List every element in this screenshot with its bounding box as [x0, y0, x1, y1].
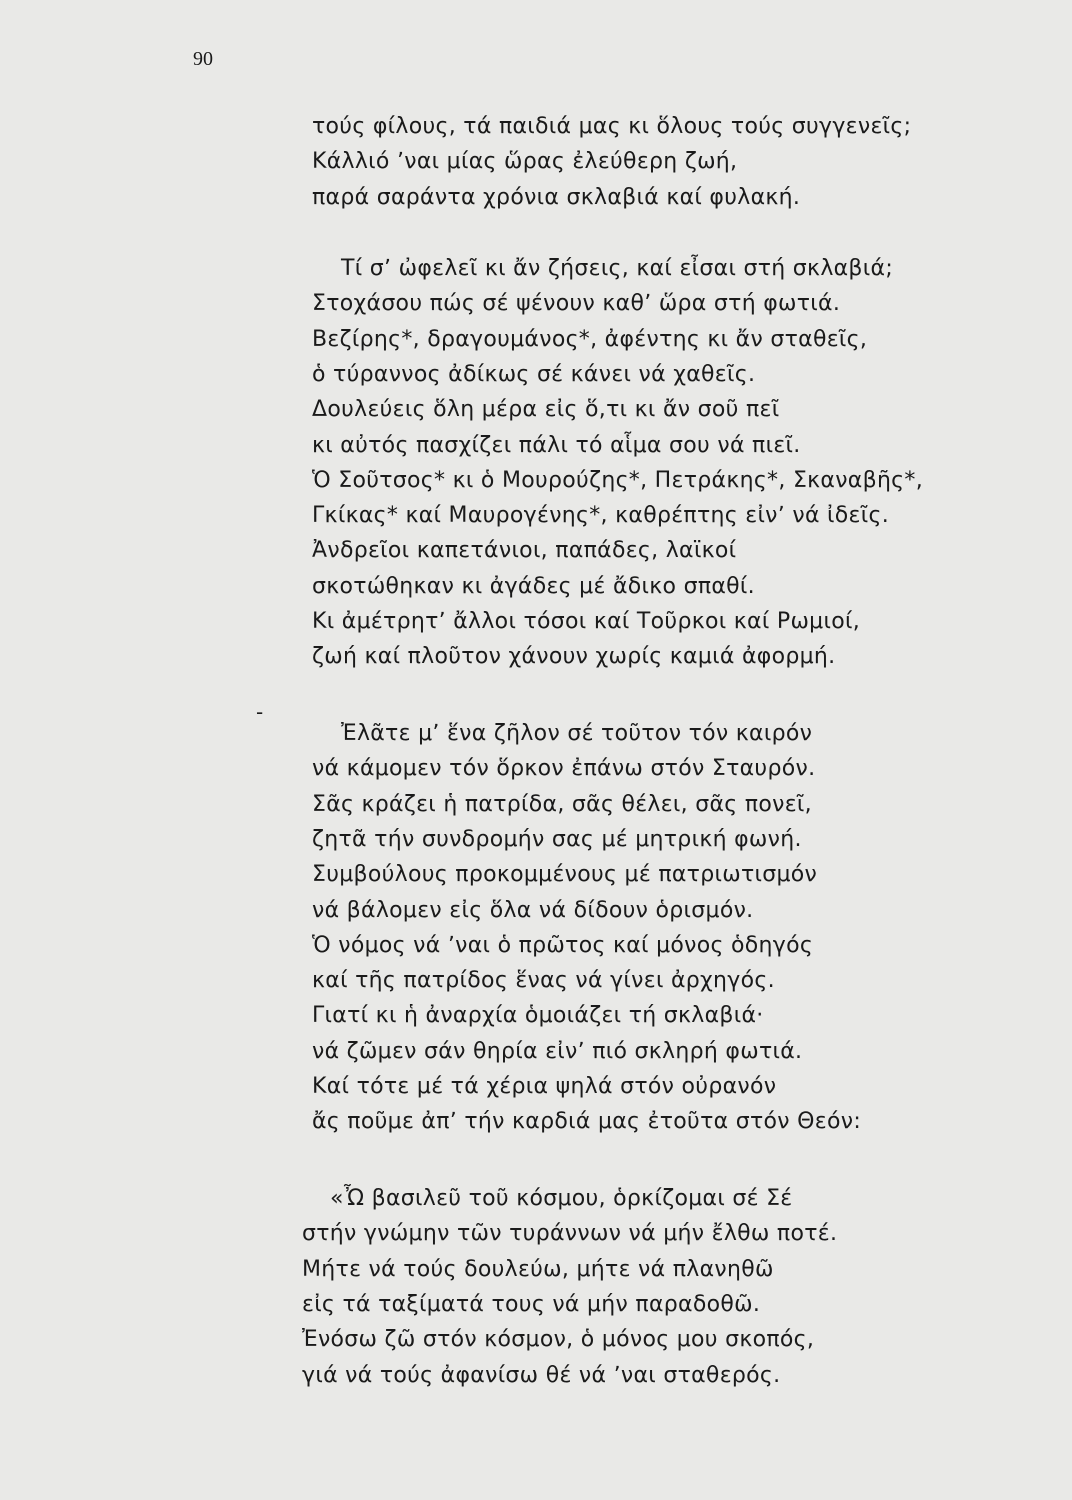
verse-line: Ὁ νόμος νά ʼναι ὁ πρῶτος καί μόνος ὁδηγός [312, 932, 814, 958]
verse-line: παρά σαράντα χρόνια σκλαβιά καί φυλακή. [312, 184, 801, 210]
verse-line: νά βάλομεν εἰς ὅλα νά δίδουν ὁρισμόν. [312, 897, 754, 923]
verse-line: Γιατί κι ἡ ἀναρχία ὁμοιάζει τή σκλαβιά· [312, 1003, 764, 1029]
verse-line: «Ὦ βασιλεῦ τοῦ κόσμου, ὁρκίζομαι σέ Σέ [330, 1186, 793, 1211]
verse-line: Δουλεύεις ὅλη μέρα εἰς ὅ,τι κι ἄν σοῦ πεῖ [312, 397, 780, 423]
verse-line: ζωή καί πλοῦτον χάνουν χωρίς καμιά ἀφορμή. [312, 644, 836, 670]
verse-line: στήν γνώμην τῶν τυράννων νά μήν ἔλθω ποτέ. [302, 1221, 838, 1247]
verse-line: Σᾶς κράζει ἡ πατρίδα, σᾶς θέλει, σᾶς πονεῖ, [312, 791, 812, 817]
verse-line: νά κάμομεν τόν ὅρκον ἐπάνω στόν Σταυρόν. [312, 756, 816, 782]
verse-line: καί τῆς πατρίδος ἕνας νά γίνει ἀρχηγός. [312, 968, 775, 994]
verse-line: Ἐλᾶτε μʼ ἕνα ζῆλον σέ τοῦτον τόν καιρόν [341, 721, 813, 746]
verse-line: ζητᾶ τήν συνδρομήν σας μέ μητρική φωνή. [312, 826, 802, 852]
verse-line: Βεζίρης*, δραγουμάνος*, ἀφέντης κι ἄν σταθεῖς, [312, 326, 868, 352]
verse-line: Ὁ Σοῦτσος* κι ὁ Μουρούζης*, Πετράκης*, Σκαναβῆς*, [312, 467, 923, 493]
verse-line: Μήτε νά τούς δουλεύω, μήτε νά πλανηθῶ [302, 1256, 774, 1282]
verse-line: εἰς τά ταξίματά τους νά μήν παραδοθῶ. [302, 1291, 761, 1317]
verse-line: νά ζῶμεν σάν θηρία εἰνʼ πιό σκληρή φωτιά. [312, 1038, 803, 1064]
verse-line: τούς φίλους, τά παιδιά μας κι ὅλους τούς συγγενεῖς; [312, 114, 912, 139]
verse-line: γιά νά τούς ἀφανίσω θέ νά ʼναι σταθερός. [302, 1362, 781, 1388]
verse-line: κι αὐτός πασχίζει πάλι τό αἷμα σου νά πιεῖ. [312, 432, 801, 458]
verse-line: ἄς ποῦμε ἀπʼ τήν καρδιά μας ἐτοῦτα στόν Θεόν: [312, 1109, 862, 1135]
verse-line: Ἐνόσω ζῶ στόν κόσμον, ὁ μόνος μου σκοπός, [302, 1327, 815, 1353]
verse-line: σκοτώθηκαν κι ἀγάδες μέ ἄδικο σπαθί. [312, 573, 755, 599]
verse-line: Τί σʼ ὠφελεῖ κι ἄν ζήσεις, καί εἶσαι στή σκλαβιά; [341, 256, 894, 281]
verse-line: Συμβούλους προκομμένους μέ πατριωτισμόν [312, 862, 818, 888]
verse-line: Καί τότε μέ τά χέρια ψηλά στόν οὐρανόν [312, 1074, 777, 1099]
margin-dash: - [256, 700, 264, 724]
page-number: 90 [193, 48, 213, 70]
verse-line: Κάλλιό ʼναι μίας ὥρας ἐλεύθερη ζωή, [312, 149, 738, 175]
verse-line: Στοχάσου πώς σέ ψένουν καθʼ ὥρα στή φωτιά. [312, 291, 841, 317]
verse-line: Ἀνδρεῖοι καπετάνιοι, παπάδες, λαϊκοί [312, 538, 737, 564]
verse-line: Γκίκας* καί Μαυρογένης*, καθρέπτης εἰνʼ νά ἰδεῖς. [312, 503, 889, 529]
verse-line: Κι ἀμέτρητʼ ἄλλοι τόσοι καί Τοῦρκοι καί Ρωμιοί, [312, 609, 861, 634]
verse-line: ὁ τύραννος ἀδίκως σέ κάνει νά χαθεῖς. [312, 361, 756, 387]
